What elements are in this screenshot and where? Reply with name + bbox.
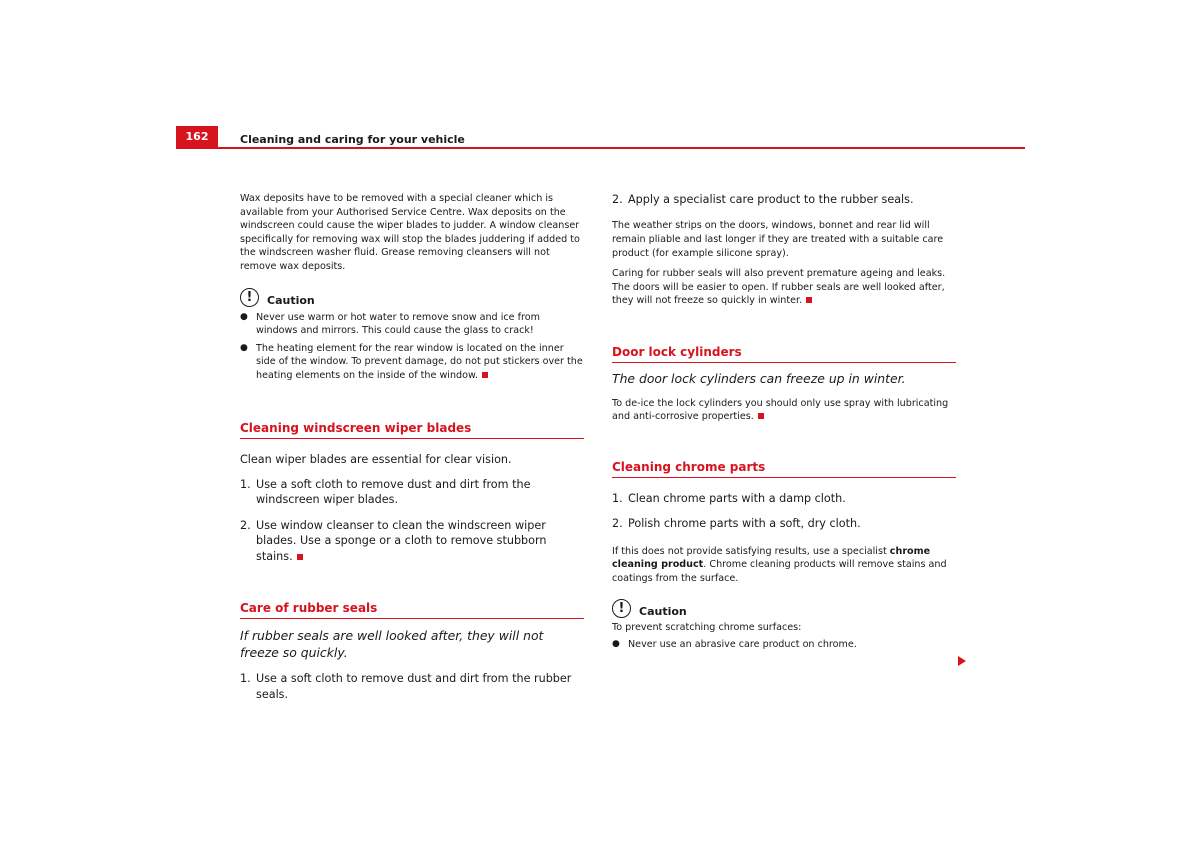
end-square-icon: [482, 372, 488, 378]
continue-arrow-icon: [958, 656, 966, 666]
end-square-icon: [297, 554, 303, 560]
list-item: [612, 192, 956, 207]
caution-box-1: [240, 288, 584, 307]
list-item: [612, 491, 956, 506]
door-lock-text: To de-ice the lock cylinders you should only use spray with lubricating and anti-corrosive properties.: [612, 397, 949, 423]
caring-text: Caring for rubber seals will also prevent premature ageing and leaks. The doors will be easier to open. If rubber seals are well looked after, they will not freeze so quickly in winter.: [612, 268, 946, 307]
caution-bullet-text: Never use warm or hot water to remove snow and ice from windows and mirrors. This could cause the glass to crack!: [256, 311, 540, 337]
step-text: Use a soft cloth to remove dust and dirt from the windscreen wiper blades.: [256, 477, 531, 507]
weather-strips-paragraph: The weather strips on the doors, windows, bonnet and rear lid will remain pliable and last longer if they are treated with a suitable care product (for example silicone spray).: [612, 220, 944, 259]
wiper-intro: Clean wiper blades are essential for clear vision.: [240, 452, 512, 466]
header-rule: [176, 147, 1025, 149]
step-number: 1.: [240, 672, 251, 686]
left-column: [240, 192, 584, 702]
step-text: Use a soft cloth to remove dust and dirt from the rubber seals.: [256, 672, 572, 701]
caution-label: Caution: [639, 605, 687, 619]
end-square-icon: [758, 413, 764, 419]
caring-paragraph: [612, 267, 956, 308]
caution-bullet-content: The heating element for the rear window is located on the inner side of the window. To prevent damage, do not put stickers over the heating elements on the inside of the window.: [256, 342, 583, 381]
list-item: [240, 342, 584, 383]
bullet-icon: ●: [240, 342, 248, 353]
step-number: 1.: [240, 477, 251, 491]
caution-label: Caution: [267, 293, 315, 307]
caution-bullet-text: Never use an abrasive care product on chrome.: [628, 638, 857, 650]
list-item: [240, 518, 584, 564]
step-text: Polish chrome parts with a soft, dry cloth.: [628, 517, 861, 531]
caution-icon: !: [240, 288, 259, 307]
chrome-paragraph: [612, 545, 956, 586]
end-square-icon: [806, 297, 812, 303]
caution-box-2: [612, 599, 956, 618]
step-text: Apply a specialist care product to the rubber seals.: [628, 193, 914, 206]
section-heading-chrome: Cleaning chrome parts: [612, 460, 956, 478]
caution-icon: !: [612, 599, 631, 618]
door-lock-paragraph: [612, 397, 956, 424]
list-item: [240, 477, 584, 508]
chrome-text-part2: . Chrome cleaning products will remove stains and coatings from the surface.: [612, 559, 947, 584]
list-item: [240, 311, 584, 338]
page-header-title: Cleaning and caring for your vehicle: [240, 133, 465, 146]
step-text: Clean chrome parts with a damp cloth.: [628, 491, 846, 505]
section-heading-wiper: Cleaning windscreen wiper blades: [240, 421, 584, 439]
step-content: Use window cleanser to clean the windscreen wiper blades. Use a sponge or a cloth to remove stubborn stains.: [256, 518, 547, 563]
list-item: [612, 516, 956, 531]
step-number: 2.: [240, 518, 251, 532]
page-number: 162: [176, 126, 218, 148]
caution-intro: To prevent scratching chrome surfaces:: [612, 622, 802, 634]
section-heading-door-lock: Door lock cylinders: [612, 345, 956, 363]
step-number: 2.: [612, 193, 623, 206]
bullet-icon: ●: [240, 311, 248, 322]
section-heading-rubber: Care of rubber seals: [240, 601, 584, 619]
right-column: [612, 192, 956, 652]
rubber-subtitle: If rubber seals are well looked after, they will not freeze so quickly.: [240, 627, 544, 660]
step-text: [256, 518, 584, 564]
step-number: 2.: [612, 517, 623, 531]
list-item: [240, 671, 584, 702]
door-lock-subtitle: The door lock cylinders can freeze up in winter.: [612, 370, 906, 386]
chrome-text-bold: chrome cleaning product: [612, 545, 931, 571]
bullet-icon: ●: [612, 638, 620, 649]
wax-paragraph: Wax deposits have to be removed with a special cleaner which is available from your Authorised Service Centre. Wax deposits on the windscreen could cause the wiper blades to judder. A window cleanser specifically for removing wax will stop the blades juddering if added to the windscreen washer fluid. Grease removing cleansers will not remove wax deposits.: [240, 193, 580, 272]
caution-bullet-text: [256, 342, 584, 383]
step-number: 1.: [612, 491, 623, 505]
chrome-text-part1: If this does not provide satisfying results, use a specialist: [612, 545, 890, 557]
list-item: [612, 638, 956, 652]
